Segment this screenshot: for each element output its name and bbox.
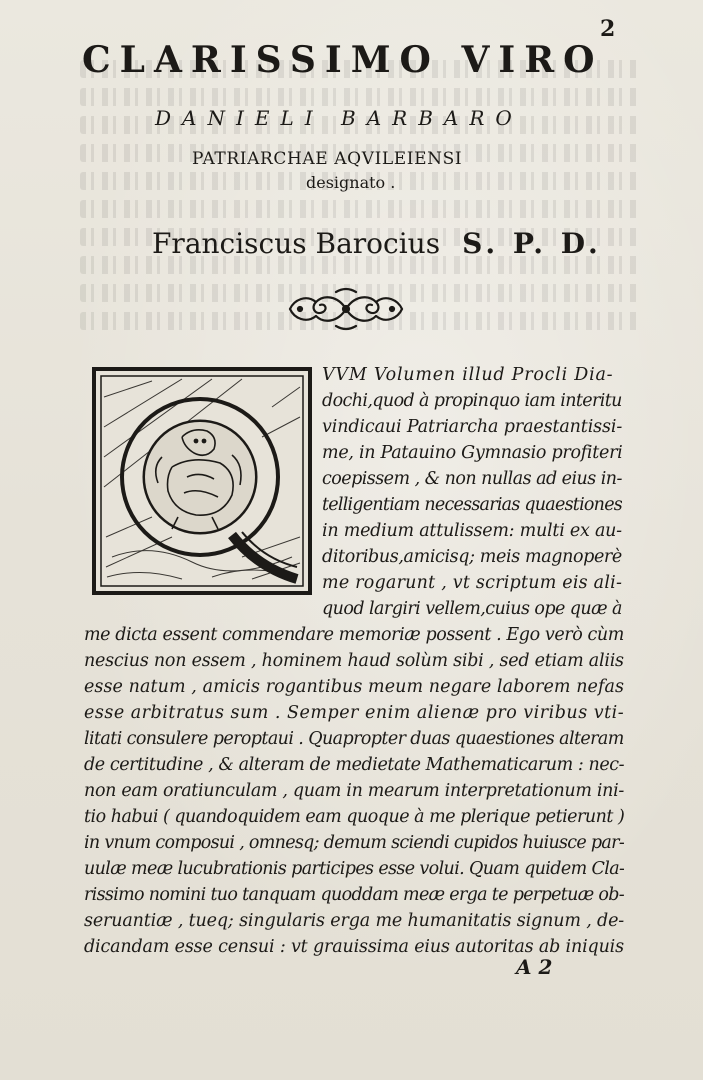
body-line-3: vindicaui Patriarcha praestantissi- (322, 417, 622, 437)
author-greeting (152, 226, 602, 262)
body-line-15: litati consulere peroptaui . Quapropter duas quaestiones alteram (84, 729, 624, 749)
body-line-1: VVM Volumen illud Procli Dia- (322, 365, 614, 385)
body-line-6: telligentiam necessarias quaestiones (322, 495, 622, 515)
body-line-13: esse natum , amicis rogantibus meum negare laborem nefas (84, 677, 624, 697)
body-line-9: me rogarunt , vt scriptum eis ali- (322, 573, 622, 593)
body-line-23: dicandam esse censui : vt grauissima eius autoritas ab iniquis (84, 937, 624, 957)
author-name: Franciscus Barocius (152, 227, 441, 260)
greeting-abbreviation: S. P. D. (462, 227, 602, 260)
body-line-17: non eam oratiunculam , quam in mearum interpretationum ini- (84, 781, 624, 801)
heading-line-3: PATRIARCHAE AQVILEIENSI (192, 149, 463, 169)
page-number: 2 (600, 16, 616, 42)
body-line-22: seruantiæ , tueq; singularis erga me humanitatis signum , de- (84, 911, 624, 931)
body-line-5: coepissem , & non nullas ad eius in- (322, 469, 622, 489)
catchword-signature: A 2 (516, 955, 553, 979)
body-line-11: me dicta essent commendare memoriæ possent . Ego verò cùm (84, 625, 624, 645)
body-line-16: de certitudine , & alteram de medietate Mathematicarum : nec- (84, 755, 624, 775)
heading-line-2: DANIELI BARBARO (155, 106, 523, 130)
body-line-20: uulæ meæ lucubrationis participes esse volui. Quam quidem Cla- (84, 859, 624, 879)
body-line-14: esse arbitratus sum . Semper enim alienæ pro viribus vti- (84, 703, 624, 723)
body-line-4: me, in Patauino Gymnasio profiteri (322, 443, 622, 463)
body-line-12: nescius non essem , hominem haud solùm sibi , sed etiam aliis (84, 651, 624, 671)
fleuron-ornament-icon (286, 286, 406, 332)
body-line-18: tio habui ( quandoquidem eam quoque à me plerique petierunt ) (84, 807, 624, 827)
heading-line-1: CLARISSIMO VIRO (82, 39, 604, 81)
body-line-2: dochi,quod à propinquo iam interitu (322, 391, 622, 411)
heading-line-4: designato . (306, 173, 396, 192)
body-line-19: in vnum composui , omnesq; demum sciendi cupidos huiusce par- (84, 833, 624, 853)
body-line-8: ditoribus,amicisq; meis magnoperè (322, 547, 622, 567)
body-line-21: rissimo nomini tuo tanquam quoddam meæ erga te perpetuæ ob- (84, 885, 624, 905)
body-line-7: in medium attulissem: multi ex au- (322, 521, 622, 541)
decorated-initial-q-icon (92, 367, 312, 595)
body-line-10: quod largiri vellem,cuius ope quæ à (322, 599, 622, 619)
